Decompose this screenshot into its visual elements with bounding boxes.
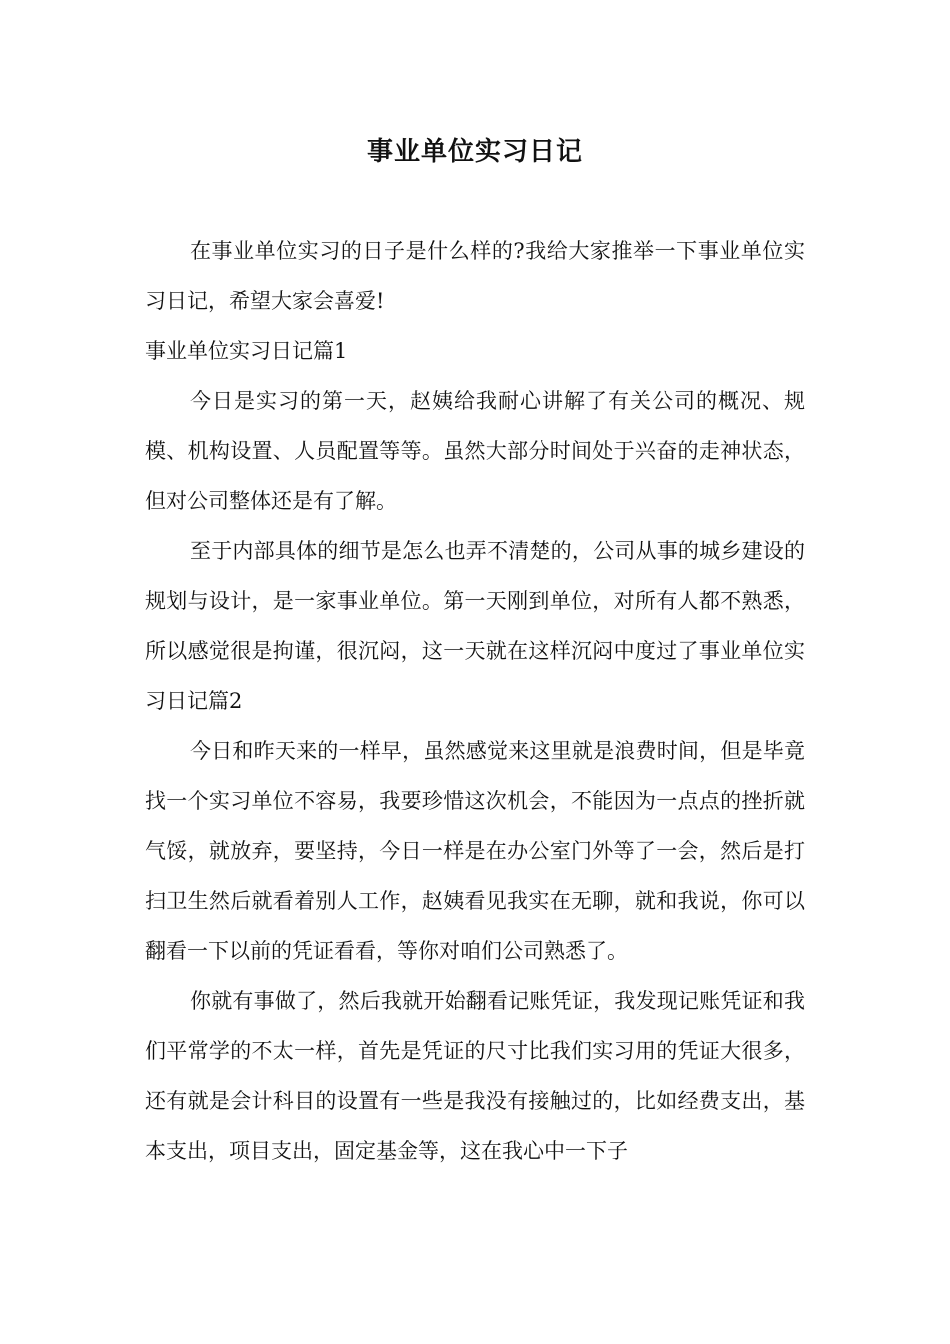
paragraph-day1-part1: 今日是实习的第一天，赵姨给我耐心讲解了有关公司的概况、规模、机构设置、人员配置等等。虽然大部分时间处于兴奋的走神状态，但对公司整体还是有了解。	[145, 389, 805, 513]
paragraph-day1-part2: 至于内部具体的细节是怎么也弄不清楚的，公司从事的城乡建设的规划与设计，是一家事业单位。第一天刚到单位，对所有人都不熟悉，所以感觉很是拘谨，很沉闷，这一天就在这样沉闷中度过了事业单位实习日记篇2	[145, 539, 805, 713]
section-heading-1: 事业单位实习日记篇1	[145, 339, 348, 363]
document-body	[145, 226, 805, 1176]
paragraph-day2-part1: 今日和昨天来的一样早，虽然感觉来这里就是浪费时间，但是毕竟找一个实习单位不容易，我要珍惜这次机会，不能因为一点点的挫折就气馁，就放弃，要坚持，今日一样是在办公室门外等了一会，然后是打扫卫生然后就看着别人工作，赵姨看见我实在无聊，就和我说，你可以翻看一下以前的凭证看看，等你对咱们公司熟悉了。	[145, 739, 805, 963]
paragraph-intro: 在事业单位实习的日子是什么样的?我给大家推举一下事业单位实习日记，希望大家会喜爱!	[145, 239, 805, 313]
document-title: 事业单位实习日记	[366, 137, 583, 167]
paragraph-day2-part2: 你就有事做了，然后我就开始翻看记账凭证，我发现记账凭证和我们平常学的不太一样，首先是凭证的尺寸比我们实习用的凭证大很多，还有就是会计科目的设置有一些是我没有接触过的，比如经费支出，基本支出，项目支出，固定基金等，这在我心中一下子	[145, 989, 805, 1163]
